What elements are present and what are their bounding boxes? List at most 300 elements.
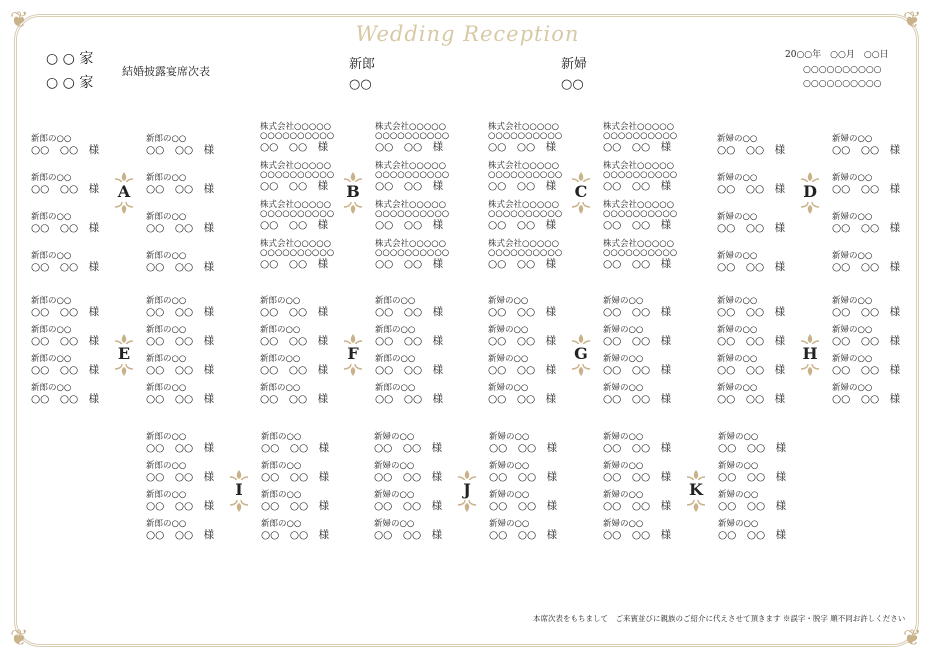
guest-name: ○○ ○○ 様 — [717, 183, 786, 195]
seat-entry — [146, 297, 241, 318]
guest-name: ○○ ○○ 様 — [31, 183, 100, 195]
table-group-b — [260, 122, 490, 270]
guest-company-detail: ○○○○○○○○○○ — [603, 131, 678, 141]
guest-title: 新郎の○○ — [146, 173, 187, 183]
table-group-c — [488, 122, 718, 270]
seat-entry — [375, 326, 470, 347]
guest-name: ○○ ○○ 様 — [146, 222, 215, 234]
seat-entry — [488, 297, 583, 318]
guest-name: ○○ ○○ 様 — [717, 393, 786, 405]
guest-name: ○○ ○○ 様 — [832, 393, 901, 405]
seat-entry — [146, 252, 241, 273]
guest-name: ○○ ○○ 様 — [146, 306, 215, 318]
guest-name: ○○ ○○ 様 — [603, 471, 672, 483]
guest-title: 株式会社○○○○○ — [603, 122, 675, 132]
guest-title: 新婦の○○ — [832, 325, 873, 335]
corner-ornament-icon: ❦ — [10, 8, 29, 33]
seat-entry — [488, 162, 583, 192]
guest-title: 新婦の○○ — [718, 519, 759, 529]
table-marker — [228, 469, 250, 513]
document-subtitle: 結婚披露宴席次表 — [122, 65, 210, 78]
guest-title: 新婦の○○ — [717, 383, 758, 393]
guest-name: ○○ ○○ 様 — [603, 306, 672, 318]
guest-title: 株式会社○○○○○ — [375, 200, 447, 210]
guest-title: 新婦の○○ — [489, 461, 530, 471]
guest-name: ○○ ○○ 様 — [374, 471, 443, 483]
seat-entry — [374, 520, 469, 541]
guest-title: 新婦の○○ — [488, 354, 529, 364]
bride-label: 新婦 — [561, 57, 588, 72]
seat-entry — [717, 355, 812, 376]
seat-entry — [489, 491, 584, 512]
guest-title: 新婦の○○ — [603, 461, 644, 471]
seat-entry — [375, 384, 470, 405]
guest-name: ○○ ○○ 様 — [603, 141, 672, 153]
seat-entry — [146, 433, 241, 454]
seat-entry — [375, 297, 470, 318]
guest-company-detail: ○○○○○○○○○○ — [375, 131, 450, 141]
guest-title: 株式会社○○○○○ — [603, 239, 675, 249]
seat-entry — [603, 355, 698, 376]
seat-entry — [31, 213, 126, 234]
seat-entry — [603, 123, 698, 153]
guest-name: ○○ ○○ 様 — [374, 442, 443, 454]
table-marker — [342, 171, 364, 215]
guest-title: 新婦の○○ — [718, 432, 759, 442]
guest-name: ○○ ○○ 様 — [489, 500, 558, 512]
guest-name: ○○ ○○ 様 — [260, 364, 329, 376]
guest-name: ○○ ○○ 様 — [375, 141, 444, 153]
table-label: B — [342, 182, 364, 202]
guest-title: 新婦の○○ — [832, 383, 873, 393]
seat-entry — [832, 355, 927, 376]
guest-name: ○○ ○○ 様 — [375, 306, 444, 318]
guest-name: ○○ ○○ 様 — [260, 258, 329, 270]
table-group-j — [374, 433, 604, 563]
guest-title: 新郎の○○ — [146, 212, 187, 222]
table-group-k — [603, 433, 833, 563]
guest-title: 新郎の○○ — [146, 296, 187, 306]
table-label: H — [799, 344, 821, 364]
guest-title: 新郎の○○ — [375, 296, 416, 306]
guest-title: 新郎の○○ — [261, 461, 302, 471]
seat-entry — [717, 384, 812, 405]
seat-entry — [260, 123, 355, 153]
guest-title: 新婦の○○ — [488, 296, 529, 306]
seat-entry — [146, 462, 241, 483]
guest-company-detail: ○○○○○○○○○○ — [603, 170, 678, 180]
guest-name: ○○ ○○ 様 — [375, 219, 444, 231]
guest-title: 新婦の○○ — [488, 325, 529, 335]
seat-entry — [603, 491, 698, 512]
guest-company-detail: ○○○○○○○○○○ — [260, 170, 335, 180]
guest-name: ○○ ○○ 様 — [31, 364, 100, 376]
guest-title: 新婦の○○ — [374, 490, 415, 500]
guest-title: 新婦の○○ — [717, 173, 758, 183]
venue-line-2: ○○○○○○○○○○ — [803, 79, 882, 89]
seat-entry — [261, 462, 356, 483]
seat-entry — [488, 201, 583, 231]
table-label: I — [228, 480, 250, 500]
guest-title: 新郎の○○ — [31, 212, 72, 222]
guest-title: 新婦の○○ — [603, 490, 644, 500]
guest-name: ○○ ○○ 様 — [717, 222, 786, 234]
corner-ornament-icon: ❦ — [903, 8, 922, 33]
guest-name: ○○ ○○ 様 — [31, 306, 100, 318]
seat-entry — [31, 384, 126, 405]
guest-name: ○○ ○○ 様 — [488, 393, 557, 405]
table-marker — [799, 171, 821, 215]
guest-title: 株式会社○○○○○ — [488, 161, 560, 171]
guest-name: ○○ ○○ 様 — [717, 306, 786, 318]
guest-name: ○○ ○○ 様 — [489, 442, 558, 454]
guest-title: 株式会社○○○○○ — [260, 122, 332, 132]
seat-entry — [832, 174, 927, 195]
guest-name: ○○ ○○ 様 — [146, 183, 215, 195]
seat-entry — [146, 326, 241, 347]
guest-name: ○○ ○○ 様 — [489, 529, 558, 541]
guest-title: 新郎の○○ — [146, 251, 187, 261]
bride-name: ○○ — [561, 77, 584, 92]
guest-name: ○○ ○○ 様 — [488, 335, 557, 347]
groom-family: ○ ○ 家 — [46, 51, 94, 67]
table-marker — [342, 333, 364, 377]
seat-entry — [718, 462, 813, 483]
guest-name: ○○ ○○ 様 — [718, 529, 787, 541]
guest-name: ○○ ○○ 様 — [146, 442, 215, 454]
guest-title: 株式会社○○○○○ — [375, 122, 447, 132]
seat-entry — [31, 355, 126, 376]
guest-title: 新婦の○○ — [603, 296, 644, 306]
guest-title: 新郎の○○ — [31, 325, 72, 335]
seat-entry — [603, 297, 698, 318]
guest-title: 新婦の○○ — [717, 296, 758, 306]
guest-title: 新婦の○○ — [832, 354, 873, 364]
seat-entry — [31, 326, 126, 347]
guest-title: 株式会社○○○○○ — [488, 239, 560, 249]
guest-name: ○○ ○○ 様 — [146, 529, 215, 541]
seat-entry — [375, 355, 470, 376]
table-label: K — [685, 480, 707, 500]
seat-entry — [717, 297, 812, 318]
seat-entry — [488, 123, 583, 153]
seat-entry — [832, 135, 927, 156]
guest-title: 新婦の○○ — [603, 383, 644, 393]
guest-title: 新郎の○○ — [261, 490, 302, 500]
table-marker — [570, 171, 592, 215]
guest-title: 新郎の○○ — [375, 325, 416, 335]
guest-name: ○○ ○○ 様 — [718, 500, 787, 512]
guest-title: 新郎の○○ — [31, 173, 72, 183]
seat-entry — [832, 384, 927, 405]
seat-entry — [488, 355, 583, 376]
guest-name: ○○ ○○ 様 — [146, 261, 215, 273]
seat-entry — [603, 162, 698, 192]
guest-title: 新郎の○○ — [146, 354, 187, 364]
seat-entry — [603, 326, 698, 347]
guest-name: ○○ ○○ 様 — [31, 222, 100, 234]
guest-name: ○○ ○○ 様 — [488, 306, 557, 318]
guest-title: 新婦の○○ — [832, 134, 873, 144]
guest-name: ○○ ○○ 様 — [31, 335, 100, 347]
guest-title: 新婦の○○ — [717, 354, 758, 364]
guest-title: 新郎の○○ — [31, 134, 72, 144]
seat-entry — [375, 240, 470, 270]
table-label: A — [113, 182, 135, 202]
seat-entry — [146, 384, 241, 405]
guest-title: 新婦の○○ — [832, 251, 873, 261]
guest-title: 株式会社○○○○○ — [375, 161, 447, 171]
seat-entry — [718, 520, 813, 541]
guest-title: 株式会社○○○○○ — [488, 200, 560, 210]
guest-name: ○○ ○○ 様 — [488, 364, 557, 376]
guest-company-detail: ○○○○○○○○○○ — [260, 209, 335, 219]
guest-name: ○○ ○○ 様 — [603, 219, 672, 231]
guest-name: ○○ ○○ 様 — [374, 529, 443, 541]
guest-name: ○○ ○○ 様 — [261, 529, 330, 541]
seat-entry — [603, 462, 698, 483]
guest-title: 新郎の○○ — [375, 383, 416, 393]
guest-title: 新婦の○○ — [718, 461, 759, 471]
groom-label: 新郎 — [349, 57, 376, 72]
seat-entry — [260, 326, 355, 347]
guest-name: ○○ ○○ 様 — [488, 219, 557, 231]
guest-name: ○○ ○○ 様 — [832, 261, 901, 273]
seat-entry — [603, 201, 698, 231]
guest-title: 新郎の○○ — [146, 461, 187, 471]
guest-name: ○○ ○○ 様 — [375, 364, 444, 376]
guest-title: 新郎の○○ — [146, 490, 187, 500]
guest-name: ○○ ○○ 様 — [374, 500, 443, 512]
guest-title: 新婦の○○ — [488, 383, 529, 393]
seat-entry — [374, 491, 469, 512]
guest-name: ○○ ○○ 様 — [717, 261, 786, 273]
guest-name: ○○ ○○ 様 — [146, 144, 215, 156]
seat-entry — [374, 433, 469, 454]
guest-name: ○○ ○○ 様 — [603, 393, 672, 405]
guest-company-detail: ○○○○○○○○○○ — [603, 209, 678, 219]
seat-entry — [832, 252, 927, 273]
guest-title: 新郎の○○ — [260, 296, 301, 306]
guest-title: 新郎の○○ — [31, 354, 72, 364]
page-title: Wedding Reception — [355, 22, 580, 46]
guest-name: ○○ ○○ 様 — [603, 180, 672, 192]
guest-title: 新婦の○○ — [717, 325, 758, 335]
seat-entry — [718, 491, 813, 512]
seat-entry — [489, 520, 584, 541]
guest-title: 株式会社○○○○○ — [603, 161, 675, 171]
guest-company-detail: ○○○○○○○○○○ — [260, 131, 335, 141]
table-group-i — [146, 433, 376, 563]
guest-title: 株式会社○○○○○ — [260, 239, 332, 249]
table-marker — [113, 171, 135, 215]
guest-title: 新婦の○○ — [603, 519, 644, 529]
groom-name: ○○ — [349, 77, 372, 92]
table-label: G — [570, 344, 592, 364]
guest-title: 新婦の○○ — [717, 212, 758, 222]
guest-name: ○○ ○○ 様 — [832, 222, 901, 234]
seat-entry — [146, 174, 241, 195]
guest-title: 新婦の○○ — [832, 173, 873, 183]
guest-name: ○○ ○○ 様 — [603, 442, 672, 454]
guest-name: ○○ ○○ 様 — [718, 442, 787, 454]
seat-entry — [260, 201, 355, 231]
guest-name: ○○ ○○ 様 — [603, 529, 672, 541]
guest-name: ○○ ○○ 様 — [260, 393, 329, 405]
guest-name: ○○ ○○ 様 — [718, 471, 787, 483]
guest-name: ○○ ○○ 様 — [260, 219, 329, 231]
seat-entry — [832, 326, 927, 347]
guest-title: 新郎の○○ — [146, 383, 187, 393]
guest-name: ○○ ○○ 様 — [31, 261, 100, 273]
seat-entry — [146, 355, 241, 376]
seat-entry — [718, 433, 813, 454]
guest-title: 新郎の○○ — [146, 519, 187, 529]
guest-name: ○○ ○○ 様 — [375, 180, 444, 192]
guest-name: ○○ ○○ 様 — [603, 500, 672, 512]
bride-family: ○ ○ 家 — [46, 75, 94, 91]
table-group-a — [31, 123, 261, 273]
seat-entry — [717, 326, 812, 347]
seat-entry — [832, 213, 927, 234]
guest-name: ○○ ○○ 様 — [717, 364, 786, 376]
guest-company-detail: ○○○○○○○○○○ — [488, 131, 563, 141]
guest-title: 新郎の○○ — [261, 432, 302, 442]
guest-name: ○○ ○○ 様 — [375, 258, 444, 270]
guest-title: 新婦の○○ — [832, 212, 873, 222]
guest-title: 新郎の○○ — [31, 251, 72, 261]
guest-company-detail: ○○○○○○○○○○ — [375, 170, 450, 180]
seat-entry — [603, 433, 698, 454]
seat-entry — [375, 123, 470, 153]
guest-title: 株式会社○○○○○ — [488, 122, 560, 132]
seat-entry — [31, 135, 126, 156]
table-marker — [799, 333, 821, 377]
table-label: D — [799, 182, 821, 202]
guest-name: ○○ ○○ 様 — [832, 183, 901, 195]
table-label: E — [113, 344, 135, 364]
guest-company-detail: ○○○○○○○○○○ — [260, 248, 335, 258]
guest-title: 新郎の○○ — [31, 383, 72, 393]
guest-title: 株式会社○○○○○ — [260, 200, 332, 210]
guest-name: ○○ ○○ 様 — [261, 471, 330, 483]
guest-title: 株式会社○○○○○ — [603, 200, 675, 210]
guest-name: ○○ ○○ 様 — [260, 141, 329, 153]
guest-name: ○○ ○○ 様 — [146, 500, 215, 512]
guest-title: 新郎の○○ — [260, 354, 301, 364]
seat-entry — [146, 135, 241, 156]
guest-company-detail: ○○○○○○○○○○ — [488, 170, 563, 180]
guest-title: 新郎の○○ — [375, 354, 416, 364]
guest-company-detail: ○○○○○○○○○○ — [488, 209, 563, 219]
guest-company-detail: ○○○○○○○○○○ — [488, 248, 563, 258]
seat-entry — [261, 520, 356, 541]
guest-name: ○○ ○○ 様 — [717, 144, 786, 156]
guest-title: 新婦の○○ — [374, 432, 415, 442]
seat-entry — [488, 240, 583, 270]
seat-entry — [603, 240, 698, 270]
guest-title: 新婦の○○ — [603, 432, 644, 442]
guest-name: ○○ ○○ 様 — [489, 471, 558, 483]
guest-name: ○○ ○○ 様 — [146, 335, 215, 347]
seat-entry — [488, 326, 583, 347]
guest-name: ○○ ○○ 様 — [375, 335, 444, 347]
guest-name: ○○ ○○ 様 — [603, 335, 672, 347]
guest-name: ○○ ○○ 様 — [603, 258, 672, 270]
table-marker — [685, 469, 707, 513]
corner-ornament-icon: ❦ — [10, 626, 29, 651]
seat-entry — [31, 297, 126, 318]
seat-entry — [260, 297, 355, 318]
guest-title: 新婦の○○ — [718, 490, 759, 500]
seat-entry — [717, 174, 812, 195]
seat-entry — [260, 384, 355, 405]
seat-entry — [146, 520, 241, 541]
guest-name: ○○ ○○ 様 — [832, 364, 901, 376]
table-label: C — [570, 182, 592, 202]
seat-entry — [261, 491, 356, 512]
table-label: F — [342, 344, 364, 364]
seat-entry — [374, 462, 469, 483]
seat-entry — [146, 491, 241, 512]
table-group-d — [717, 123, 935, 273]
guest-title: 新婦の○○ — [832, 296, 873, 306]
table-marker — [570, 333, 592, 377]
guest-name: ○○ ○○ 様 — [832, 306, 901, 318]
guest-title: 新郎の○○ — [146, 325, 187, 335]
seat-entry — [489, 433, 584, 454]
guest-name: ○○ ○○ 様 — [488, 141, 557, 153]
seat-entry — [717, 213, 812, 234]
guest-name: ○○ ○○ 様 — [261, 500, 330, 512]
guest-name: ○○ ○○ 様 — [260, 335, 329, 347]
guest-name: ○○ ○○ 様 — [375, 393, 444, 405]
guest-title: 新郎の○○ — [146, 134, 187, 144]
seat-entry — [260, 240, 355, 270]
guest-name: ○○ ○○ 様 — [488, 180, 557, 192]
table-label: J — [456, 480, 478, 500]
guest-name: ○○ ○○ 様 — [832, 335, 901, 347]
seat-entry — [603, 384, 698, 405]
seat-entry — [489, 462, 584, 483]
table-group-e — [31, 297, 261, 427]
seat-entry — [146, 213, 241, 234]
seat-entry — [717, 135, 812, 156]
table-group-g — [488, 297, 718, 427]
guest-name: ○○ ○○ 様 — [261, 442, 330, 454]
guest-title: 株式会社○○○○○ — [375, 239, 447, 249]
seat-entry — [31, 252, 126, 273]
guest-title: 新郎の○○ — [31, 296, 72, 306]
guest-name: ○○ ○○ 様 — [260, 180, 329, 192]
seat-entry — [260, 355, 355, 376]
guest-title: 新郎の○○ — [260, 383, 301, 393]
guest-title: 新婦の○○ — [489, 432, 530, 442]
guest-company-detail: ○○○○○○○○○○ — [375, 248, 450, 258]
table-group-f — [260, 297, 490, 427]
guest-title: 新郎の○○ — [261, 519, 302, 529]
guest-name: ○○ ○○ 様 — [488, 258, 557, 270]
seat-entry — [375, 201, 470, 231]
guest-title: 新婦の○○ — [717, 134, 758, 144]
guest-company-detail: ○○○○○○○○○○ — [603, 248, 678, 258]
guest-title: 新婦の○○ — [717, 251, 758, 261]
table-group-h — [717, 297, 935, 427]
guest-name: ○○ ○○ 様 — [832, 144, 901, 156]
table-marker — [113, 333, 135, 377]
seat-entry — [375, 162, 470, 192]
guest-company-detail: ○○○○○○○○○○ — [375, 209, 450, 219]
